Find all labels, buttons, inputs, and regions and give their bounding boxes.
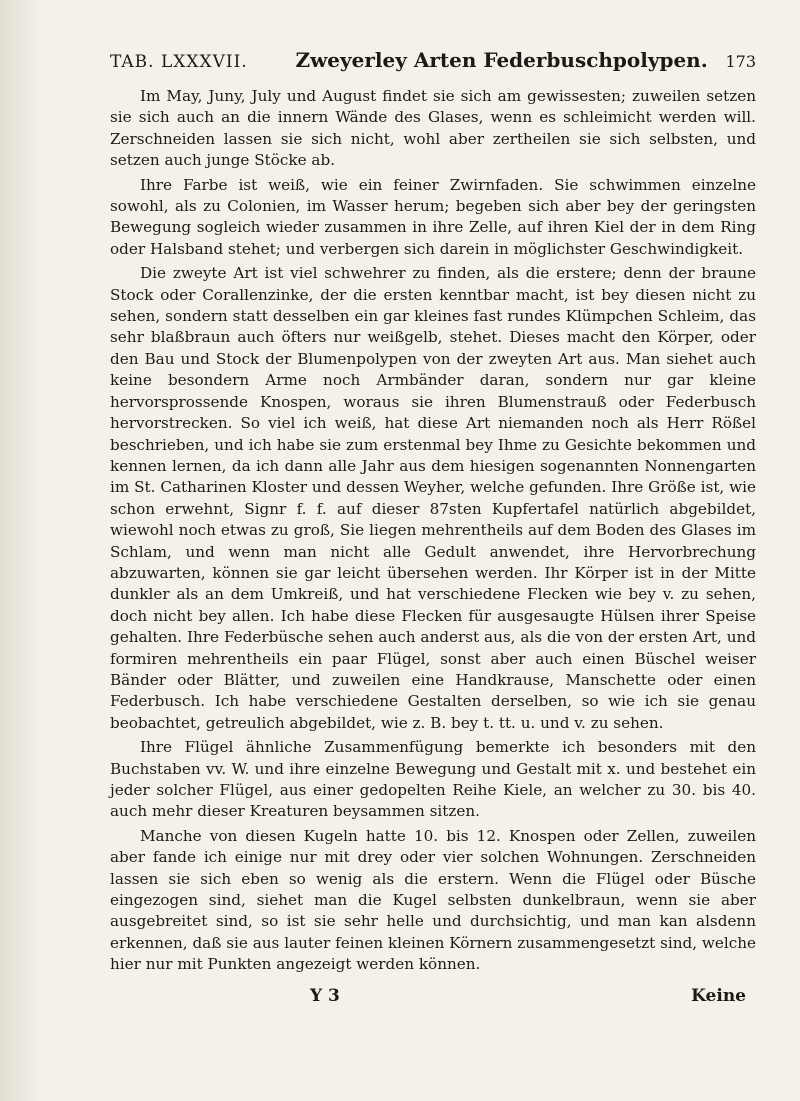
running-title: Zweyerley Arten Federbuschpolypen. xyxy=(295,48,708,72)
page-edge-shadow xyxy=(0,0,40,1101)
page-footer xyxy=(110,986,756,1006)
catchword: Keine xyxy=(691,985,746,1006)
paragraph: Im May, Juny, July und August findet sie sich am gewissesten; zuweilen setzen sie sich auch an die innern Wände des Glases, wenn es schleimicht werden will. Zerschneiden lassen sie sich nicht, wohl aber zertheilen sie sich selbsten, und setzen auch junge Stöcke ab. xyxy=(110,87,756,170)
page-number: 173 xyxy=(725,52,756,71)
plate-number: TAB. LXXXVII. xyxy=(110,52,248,72)
page-header xyxy=(110,48,756,72)
page-body xyxy=(110,86,756,976)
paragraph: Die zweyte Art ist viel schwehrer zu finden, als die erstere; denn der braune Stock oder Corallenzinke, der die ersten kenntbar macht, ist bey diesen nicht zu sehen, sondern statt desselben ein gar kleines fast rundes Klümpchen Schleim, das sehr blaßbraun auch öfters nur weißgelb, stehet. Dieses macht den Körper, oder den Bau und Stock der Blumenpolypen von der zweyten Art aus. Man siehet auch keine besondern Arme noch Armbänder daran, sondern nur gar kleine hervorsprossende Knospen, woraus sie ihren Blumenstrauß oder Federbusch hervorstrecken. So viel ich weiß, hat diese Art niemanden noch als Herr Rößel beschrieben, und ich habe sie zum erstenmal bey Ihme zu Gesichte bekommen und kennen lernen, da ich dann alle Jahr aus dem hiesigen sogenannten Nonnengarten im St. Catharinen Kloster und dessen Weyher, welche gefunden. Ihre Größe ist, wie schon erwehnt, Signr f. f. auf dieser 87sten Kupfertafel natürlich abgebildet, wiewohl noch etwas zu groß, Sie liegen mehrentheils auf dem Boden des Glases im Schlam, und wenn man nicht alle Gedult anwendet, ihre Hervorbrechung abzuwarten, können sie gar leicht übersehen werden. Ihr Körper ist in der Mitte dunkler als an dem Umkreiß, und hat verschiedene Flecken wie bey v. zu sehen, doch nicht bey allen. Ich habe diese Flecken für ausgesaugte Hülsen ihrer Speise gehalten. Ihre Federbüsche sehen auch anderst aus, als die von der ersten Art, und formiren mehrentheils ein paar Flügel, sonst aber auch einen Büschel weiser Bänder oder Blätter, und zuweilen eine Handkrause, Manschette oder einen Federbusch. Ich habe verschiedene Gestalten derselben, so wie ich sie genau beobachtet, getreulich abgebildet, wie z. B. bey t. tt. u. und v. zu sehen. xyxy=(110,264,756,732)
paragraph: Manche von diesen Kugeln hatte 10. bis 12. Knospen oder Zellen, zuweilen aber fande ich einige nur mit drey oder vier solchen Wohnungen. Zerschneiden lassen sie sich eben so wenig als die erstern. Wenn die Flügel oder Büsche eingezogen sind, siehet man die Kugel selbsten dunkelbraun, wenn sie aber ausgebreitet sind, so ist sie sehr helle und durchsichtig, und man kan alsdenn erkennen, daß sie aus lauter feinen kleinen Körnern zusammengesetzt sind, welche hier nur mit Punkten angezeigt werden können. xyxy=(110,826,756,974)
paragraph: Ihre Flügel ähnliche Zusammenfügung bemerkte ich besonders mit den Buchstaben vv. W. und ihre einzelne Bewegung und Gestalt mit x. und bestehet ein jeder solcher Flügel, aus einer gedopelten Reihe Kiele, an welcher zu 30. bis 40. auch mehr dieser Kreaturen beysammen sitzen. xyxy=(110,738,756,821)
paragraph: Ihre Farbe ist weiß, wie ein feiner Zwirnfaden. Sie schwimmen einzelne sowohl, als zu Colonien, im Wasser herum; begeben sich aber bey der geringsten Bewegung sogleich wieder zusammen in ihre Zelle, auf ihren Kiel der in dem Ring oder Halsband stehet; und verbergen sich darein in möglichster Geschwindigkeit. xyxy=(110,175,756,258)
signature-mark: Y 3 xyxy=(310,985,340,1006)
